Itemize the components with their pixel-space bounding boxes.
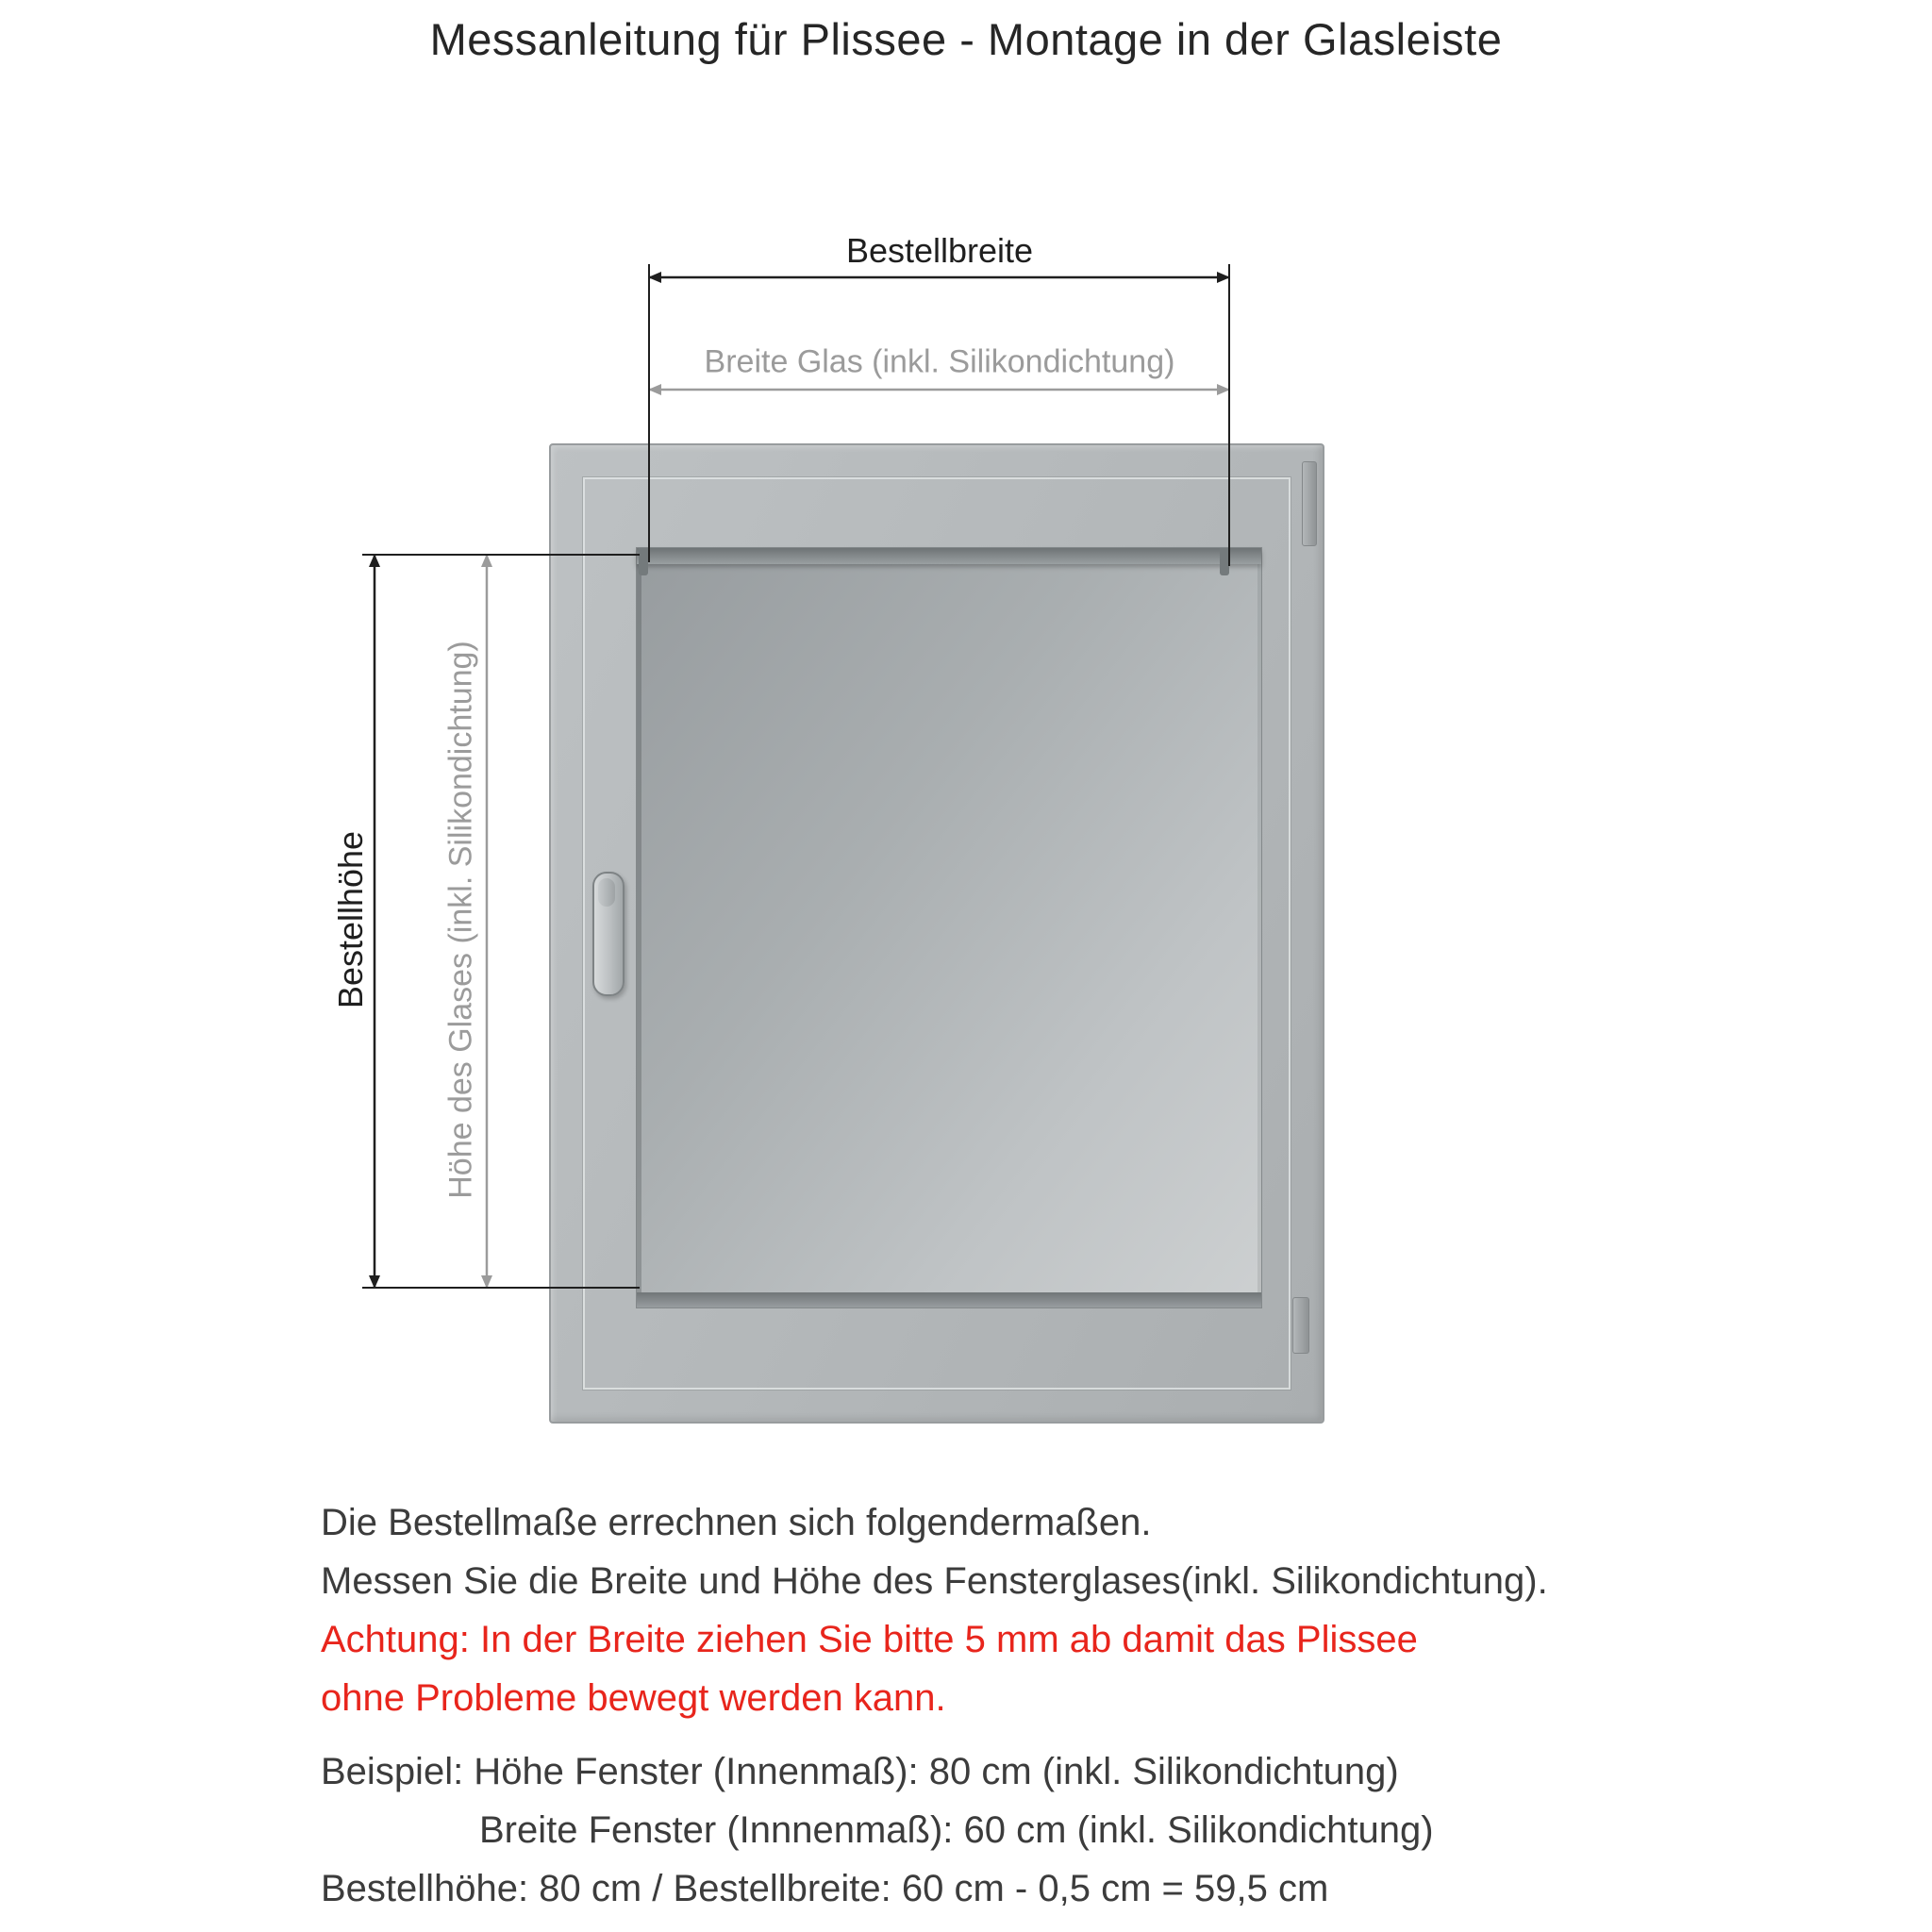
window-glass — [636, 547, 1262, 1308]
glazing-bead-left — [637, 548, 641, 1307]
instruction-intro-line-2: Messen Sie die Breite und Höhe des Fensterglases(inkl. Silikondichtung). — [321, 1560, 1548, 1602]
text-gap — [321, 1732, 1736, 1747]
instruction-warning-line-2: ohne Probleme bewegt werden kann. — [321, 1677, 946, 1719]
glass-height-label: Höhe des Glases (inkl. Silikondichtung) — [442, 641, 479, 1199]
instruction-example-line-1: Beispiel: Höhe Fenster (Innenmaß): 80 cm (inkl. Silikondichtung) — [321, 1751, 1399, 1792]
glazing-bead-right — [1257, 548, 1261, 1307]
instruction-warning-line-1: Achtung: In der Breite ziehen Sie bitte 5 mm ab damit das Plissee — [321, 1619, 1418, 1660]
rail-end-cap-right — [1220, 548, 1229, 575]
rail-end-cap-left — [639, 548, 648, 575]
plissee-top-rail — [637, 548, 1261, 564]
window-handle — [592, 872, 625, 996]
order-height-label: Bestellhöhe — [331, 830, 370, 1009]
glazing-bead-bottom — [637, 1292, 1261, 1307]
instruction-example-line-3: Bestellhöhe: 80 cm / Bestellbreite: 60 cm - 0,5 cm = 59,5 cm — [321, 1868, 1329, 1909]
page-title: Messanleitung für Plissee - Montage in der Glasleiste — [429, 14, 1503, 64]
window-hinge-bottom — [1292, 1297, 1309, 1354]
window-hinge-top — [1302, 461, 1317, 546]
window-handle-cap — [598, 878, 615, 907]
instruction-text-block — [321, 1498, 1736, 1923]
window-frame — [549, 443, 1324, 1424]
instruction-example-line-2: Breite Fenster (Innnenmaß): 60 cm (inkl. Silikondichtung) — [479, 1809, 1434, 1851]
instruction-intro-line-1: Die Bestellmaße errechnen sich folgendermaßen. — [321, 1502, 1152, 1543]
glass-width-label: Breite Glas (inkl. Silikondichtung) — [704, 343, 1175, 380]
order-width-label: Bestellbreite — [845, 231, 1034, 270]
